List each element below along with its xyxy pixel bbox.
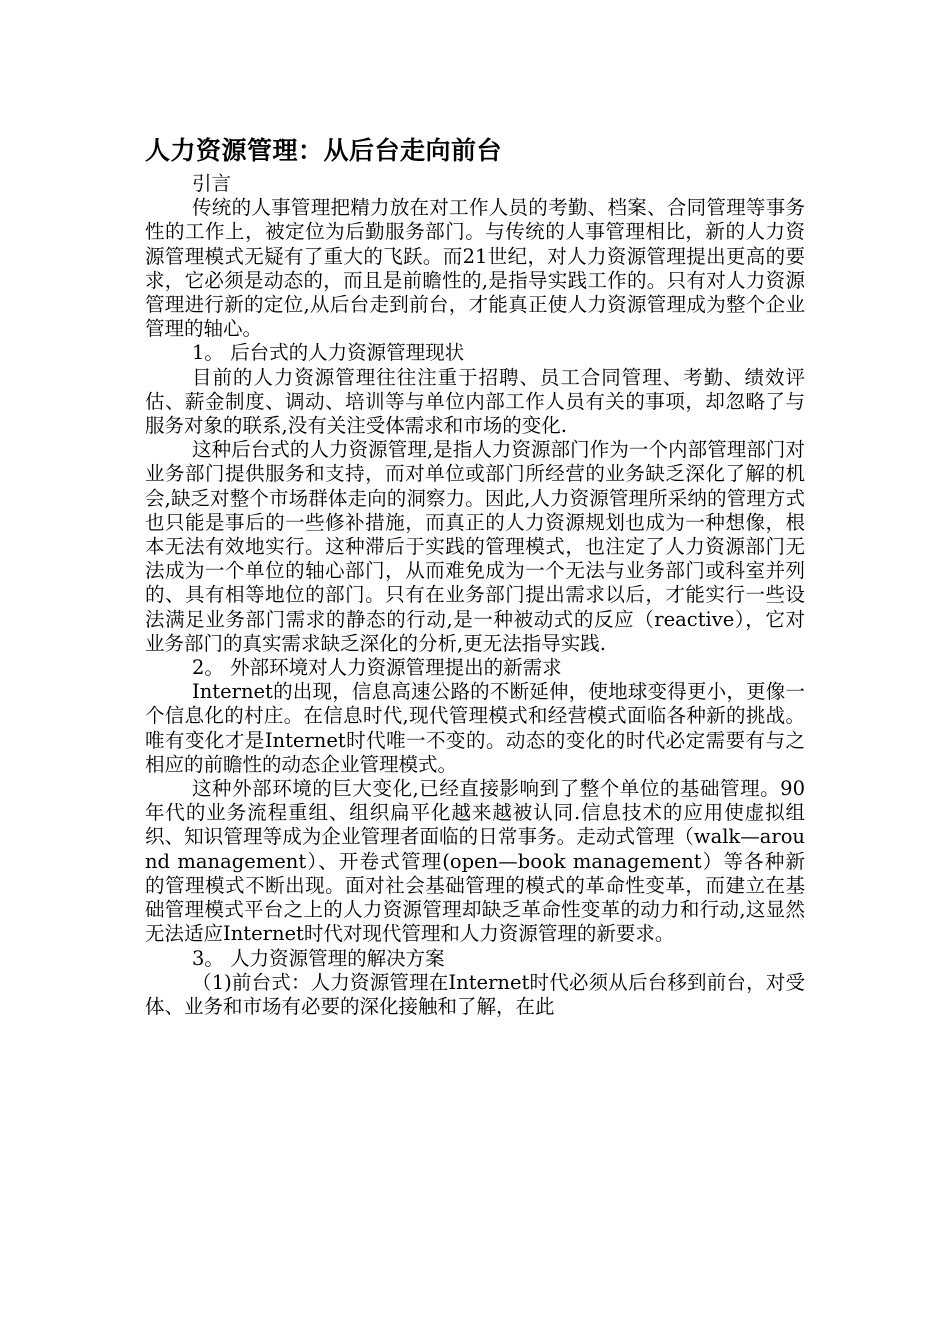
document-body xyxy=(145,172,805,1019)
paragraph: 目前的人力资源管理往往注重于招聘、员工合同管理、考勤、绩效评估、薪金制度、调动、培训等与单位内部工作人员有关的事项，却忽略了与服务对象的联系,没有关注受体需求和市场的变化. xyxy=(145,365,805,438)
section-heading: 3。 人力资源管理的解决方案 xyxy=(192,946,445,970)
paragraph-intro-heading: 引言 xyxy=(192,172,232,195)
paragraph: 这种外部环境的巨大变化,已经直接影响到了整个单位的基础管理。90年代的业务流程重组、组织扁平化越来越被认同.信息技术的应用使虚拟组织、知识管理等成为企业管理者面临的日常事务。走动式管理（walk—around management）、开卷式管理(open—book management）等各种新的管理模式不断出现。面对社会基础管理的模式的革命性变革，而建立在基础管理模式平台之上的人力资源管理却缺乏革命性变革的动力和行动,这显然无法适应Internet时代对现代管理和人力资源管理的新要求。 xyxy=(145,777,805,946)
document-page xyxy=(145,132,805,1019)
paragraph: 这种后台式的人力资源管理,是指人力资源部门作为一个内部管理部门对业务部门提供服务和支持，而对单位或部门所经营的业务缺乏深化了解的机会,缺乏对整个市场群体走向的洞察力。因此,人力资源管理所采纳的管理方式也只能是事后的一些修补措施，而真正的人力资源规划也成为一种想像，根本无法有效地实行。这种滞后于实践的管理模式，也注定了人力资源部门无法成为一个单位的轴心部门，从而难免成为一个无法与业务部门或科室并列的、具有相等地位的部门。只有在业务部门提出需求以后，才能实行一些设法满足业务部门需求的静态的行动,是一种被动式的反应（reactive），它对业务部门的真实需求缺乏深化的分析,更无法指导实践. xyxy=(145,438,805,655)
section-heading: 1。 后台式的人力资源管理现状 xyxy=(192,341,465,365)
paragraph: 传统的人事管理把精力放在对工作人员的考勤、档案、合同管理等事务性的工作上，被定位为后勤服务部门。与传统的人事管理相比，新的人力资源管理模式无疑有了重大的飞跃。而21世纪，对人力资源管理提出更高的要求，它必须是动态的，而且是前瞻性的,是指导实践工作的。只有对人力资源管理进行新的定位,从后台走到前台，才能真正使人力资源管理成为整个企业管理的轴心。 xyxy=(145,196,805,341)
paragraph: （1)前台式：人力资源管理在Internet时代必须从后台移到前台，对受体、业务和市场有必要的深化接触和了解，在此 xyxy=(145,970,805,1018)
section-heading: 2。 外部环境对人力资源管理提出的新需求 xyxy=(192,656,562,680)
document-title: 人力资源管理：从后台走向前台 xyxy=(145,136,503,165)
paragraph: Internet的出现，信息高速公路的不断延伸，使地球变得更小，更像一个信息化的村庄。在信息时代,现代管理模式和经营模式面临各种新的挑战。唯有变化才是Internet时代唯一不变的。动态的变化的时代必定需要有与之相应的前瞻性的动态企业管理模式。 xyxy=(145,680,805,776)
